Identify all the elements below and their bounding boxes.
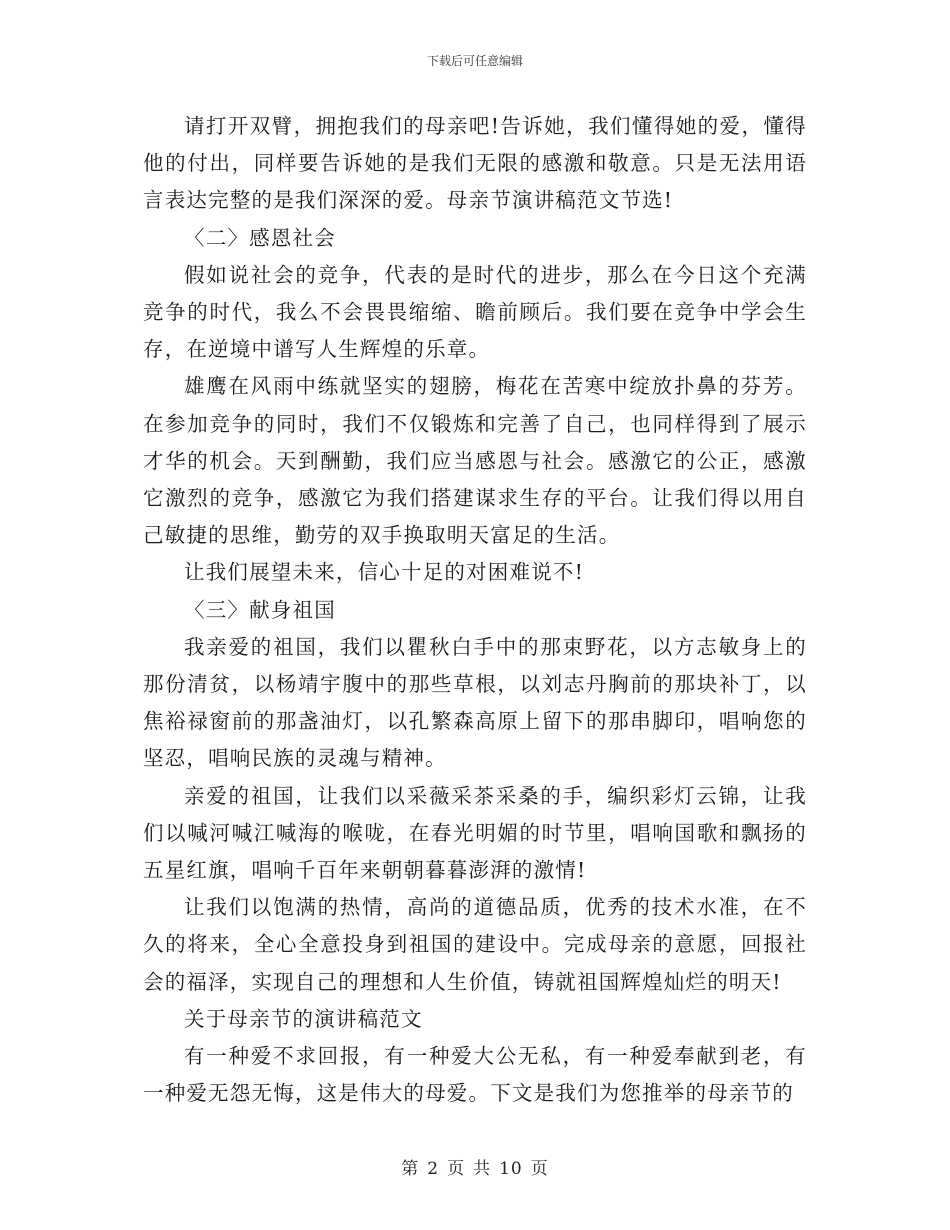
paragraph: 让我们以饱满的热情，高尚的道德品质，优秀的技术水准，在不久的将来，全心全意投身到祖国的建设中。完成母亲的意愿，回报社会的福泽，实现自己的理想和人生价值，铸就祖国辉煌灿烂的明天! — [143, 895, 807, 994]
total-pages: 10 — [499, 1159, 523, 1179]
footer-total-unit: 页 — [530, 1159, 549, 1179]
footer-page-unit: 页 — [447, 1159, 466, 1179]
section-heading: 〈三〉献身祖国 — [184, 597, 336, 622]
paragraph: 亲爱的祖国，让我们以采薇采茶采桑的手，编织彩灯云锦，让我们以喊河喊江喊海的喉咙，在春光明媚的时节里，唱响国歌和飘扬的五星红旗，唱响千百年来朝朝暮暮澎湃的激情! — [143, 783, 807, 883]
paragraph: 有一种爱不求回报，有一种爱大公无私，有一种爱奉献到老，有一种爱无怨无悔，这是伟大的母爱。下文是我们为您推举的母亲节的 — [143, 1044, 807, 1106]
section-heading: 〈二〉感恩社会 — [184, 225, 336, 250]
paragraph: 假如说社会的竞争，代表的是时代的进步，那么在今日这个充满竞争的时代，我么不会畏畏缩缩、瞻前顾后。我们要在竞争中学会生存，在逆境中谱写人生辉煌的乐章。 — [143, 262, 807, 362]
document-body — [143, 108, 807, 1112]
footer-total-label: 共 — [473, 1159, 492, 1179]
paragraph: 雄鹰在风雨中练就坚实的翅膀，梅花在苦寒中绽放扑鼻的芬芳。在参加竞争的同时，我们不仅锻炼和完善了自己，也同样得到了展示才华的机会。天到酬勤，我们应当感恩与社会。感激它的公正，感激它激烈的竞争，感激它为我们搭建谋求生存的平台。让我们得以用自己敏捷的思维，勤劳的双手换取明天富足的生活。 — [143, 374, 807, 548]
page-header: 下载后可任意编辑 — [426, 54, 523, 68]
paragraph: 让我们展望未来，信心十足的对困难说不! — [184, 560, 585, 585]
page-number: 2 — [427, 1159, 440, 1179]
footer-prefix: 第 — [401, 1159, 420, 1179]
paragraph: 我亲爱的祖国，我们以瞿秋白手中的那束野花，以方志敏身上的那份清贫，以杨靖宇腹中的那些草根，以刘志丹胸前的那块补丁，以焦裕禄窗前的那盏油灯，以孔繁森高原上留下的那串脚印，唱响您的坚忍，唱响民族的灵魂与精神。 — [143, 634, 807, 771]
paragraph: 请打开双臂，拥抱我们的母亲吧!告诉她，我们懂得她的爱，懂得他的付出，同样要告诉她的是我们无限的感激和敬意。只是无法用语言表达完整的是我们深深的爱。母亲节演讲稿范文节选! — [143, 114, 807, 213]
page-footer — [0, 1154, 950, 1179]
section-heading: 关于母亲节的演讲稿范文 — [184, 1006, 423, 1031]
